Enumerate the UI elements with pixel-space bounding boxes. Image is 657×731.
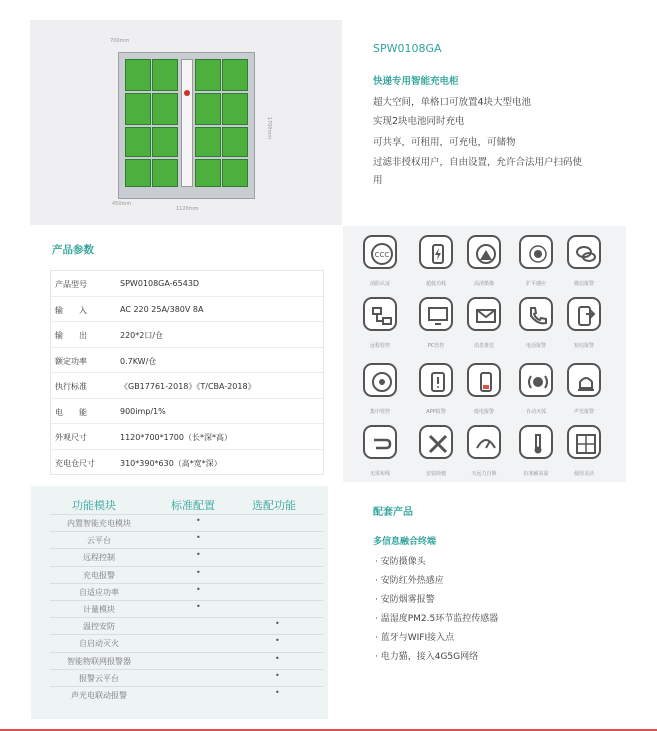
sms-icon	[567, 297, 601, 331]
charging-cabinet-image	[118, 52, 255, 199]
function-name: 温控安防	[83, 622, 115, 632]
function-name: 云平台	[87, 536, 111, 546]
param-value: AC 220 25A/380V 8A	[120, 304, 204, 314]
phone-icon	[519, 297, 553, 331]
feature-line: 实现2块电池同时充电	[373, 116, 465, 127]
icon-label: 集中管控	[369, 409, 390, 415]
cabinet-door	[152, 59, 178, 91]
param-label: 执行标准	[55, 382, 87, 391]
function-name: 远程控制	[83, 553, 115, 563]
gauge-icon	[467, 425, 501, 459]
standard-mark: •	[196, 533, 201, 543]
accessory-item: · 安防红外热感应	[375, 576, 444, 586]
function-row	[50, 652, 323, 670]
icon-label: PC管控	[427, 343, 445, 349]
wireless-icon	[363, 425, 397, 459]
function-name: 充电报警	[83, 570, 115, 580]
icon-label: 消防认证	[369, 281, 390, 287]
cabinet-door	[222, 59, 248, 91]
accessory-item: · 安防烟雾报警	[375, 595, 435, 605]
wechat-icon	[567, 235, 601, 269]
param-label: 输 出	[55, 331, 87, 340]
cabinet-door	[195, 127, 221, 157]
param-value: 0.7KW/仓	[120, 356, 157, 366]
message-icon	[467, 297, 501, 331]
params-title: 产品参数	[52, 244, 94, 256]
ccc-icon	[363, 235, 397, 269]
cabinet-door	[152, 93, 178, 125]
cabinet-door	[125, 93, 151, 125]
camera-icon	[467, 235, 501, 269]
params-row	[51, 450, 323, 475]
standard-mark: •	[196, 602, 201, 611]
emergency-button-icon	[184, 90, 190, 96]
params-row	[51, 399, 323, 425]
cabinet-door	[195, 159, 221, 187]
low-battery-icon	[467, 363, 501, 397]
function-name: 智能物联网报警器	[67, 656, 131, 666]
cabinet-door	[152, 127, 178, 157]
params-row	[51, 424, 323, 450]
function-row	[50, 686, 323, 704]
function-header-optional: 选配功能	[252, 499, 296, 512]
param-label: 输 入	[55, 305, 87, 315]
plug-icon	[567, 425, 601, 459]
standard-mark: •	[196, 567, 201, 577]
arc-icon	[519, 363, 553, 397]
params-table	[50, 270, 324, 475]
cabinet-door	[222, 127, 248, 157]
thermometer-icon	[519, 425, 553, 459]
param-label: 产品型号	[55, 280, 87, 289]
optional-mark: •	[275, 688, 280, 697]
icon-label: 抗寒耐高温	[523, 471, 549, 477]
function-row	[50, 514, 323, 532]
cabinet-door	[195, 93, 221, 125]
dimension-top: 700mm	[110, 38, 130, 44]
remote-icon	[363, 297, 397, 331]
dimension-bottom: 1120mm	[176, 206, 199, 212]
icon-label: 安装简便	[425, 471, 446, 477]
central-icon	[363, 363, 397, 397]
icon-label: 使用灵活	[573, 471, 594, 477]
dimension-right: 1700mm	[266, 116, 273, 140]
tools-icon	[419, 425, 453, 459]
param-value: 《GB17761-2018》《T/CBA-2018》	[120, 382, 256, 391]
feature-line: 用	[373, 175, 383, 186]
optional-mark: •	[275, 619, 280, 629]
sensor-icon	[519, 235, 553, 269]
params-row	[51, 297, 323, 323]
feature-line: 过滤非授权用户，自由设置，允许合法用户扫码使	[373, 157, 583, 168]
function-name: 计量模块	[83, 605, 115, 614]
param-value: 220*2口/仓	[120, 331, 164, 340]
function-row	[50, 669, 323, 687]
accessories-subtitle: 多信息融合终端	[373, 537, 437, 547]
function-row	[50, 634, 323, 652]
param-value: 900imp/1%	[120, 406, 166, 416]
dimension-left: 450mm	[112, 201, 132, 207]
icon-label: 无需布线	[369, 471, 390, 477]
cabinet-door	[222, 93, 248, 125]
feature-line: 可共享，可租用，可充电，可储物	[373, 137, 516, 148]
param-label: 外观尺寸	[55, 433, 87, 442]
icon-label: 远程管控	[369, 343, 390, 349]
product-model: SPW0108GA	[373, 42, 442, 55]
function-row	[50, 531, 323, 549]
icon-label: APP报警	[426, 409, 446, 415]
icon-label: 微信报警	[573, 281, 594, 287]
params-row	[51, 373, 323, 399]
icon-label: 高清摄像	[473, 281, 494, 287]
battery-bolt-icon	[419, 235, 453, 269]
icon-label: 电话报警	[525, 343, 546, 349]
function-name: 声光电联动报警	[71, 691, 127, 700]
function-row	[50, 583, 323, 601]
icon-label: 扩平感应	[525, 281, 546, 287]
cabinet-control-panel	[181, 59, 193, 187]
function-name: 内置智能充电模块	[67, 519, 131, 528]
cabinet-door	[125, 127, 151, 157]
standard-mark: •	[196, 516, 201, 525]
optional-mark: •	[275, 670, 280, 680]
accessory-item: · 安防摄像头	[375, 557, 426, 567]
optional-mark: •	[275, 653, 280, 663]
params-row	[51, 322, 323, 348]
cabinet-door	[125, 159, 151, 187]
function-name: 自启动灭火	[79, 639, 119, 649]
param-value: 1120*700*1700（长*深*高）	[120, 433, 232, 442]
icon-label: 声光报警	[573, 409, 594, 415]
function-name: 自适应功率	[79, 587, 119, 597]
params-row	[51, 271, 323, 297]
icon-label: 自动灭弧	[525, 409, 546, 415]
accessory-item: · 温湿度PM2.5环节监控传感器	[375, 614, 499, 624]
params-row	[51, 348, 323, 374]
app-icon	[419, 363, 453, 397]
function-header-module: 功能模块	[72, 499, 116, 512]
function-row	[50, 548, 323, 566]
accessory-item: · 蓝牙与WIFI接入点	[375, 633, 455, 643]
svg-text:CCC: CCC	[374, 251, 390, 259]
function-row	[50, 566, 323, 584]
accessories-title: 配套产品	[373, 507, 413, 518]
feature-line: 超大空间，单格口可放置4块大型电池	[373, 97, 532, 108]
cabinet-door	[152, 159, 178, 187]
function-name: 报警云平台	[79, 673, 119, 683]
param-label: 充电仓尺寸	[55, 458, 95, 468]
icon-label: 短信报警	[573, 343, 594, 349]
pc-icon	[419, 297, 453, 331]
icon-label: 天远力自锁	[471, 471, 497, 477]
optional-mark: •	[275, 636, 280, 646]
cabinet-door	[195, 59, 221, 91]
function-row	[50, 617, 323, 635]
param-label: 额定功率	[55, 356, 87, 366]
standard-mark: •	[196, 550, 201, 560]
icon-label: 消息推送	[473, 343, 494, 349]
param-value: 310*390*630（高*宽*深）	[120, 458, 222, 468]
accessory-item: · 电力猫，接入4G5G网络	[375, 652, 479, 662]
icon-label: 超低功耗	[425, 281, 446, 287]
alarm-light-icon	[567, 363, 601, 397]
cabinet-door	[125, 59, 151, 91]
cabinet-door	[222, 159, 248, 187]
function-header-standard: 标准配置	[171, 499, 215, 512]
standard-mark: •	[196, 584, 201, 594]
param-label: 电 能	[55, 407, 87, 417]
product-subtitle: 快递专用智能充电柜	[373, 76, 459, 87]
param-value: SPW0108GA-6543D	[120, 279, 200, 288]
icon-label: 低电报警	[473, 409, 494, 415]
function-row	[50, 600, 323, 618]
